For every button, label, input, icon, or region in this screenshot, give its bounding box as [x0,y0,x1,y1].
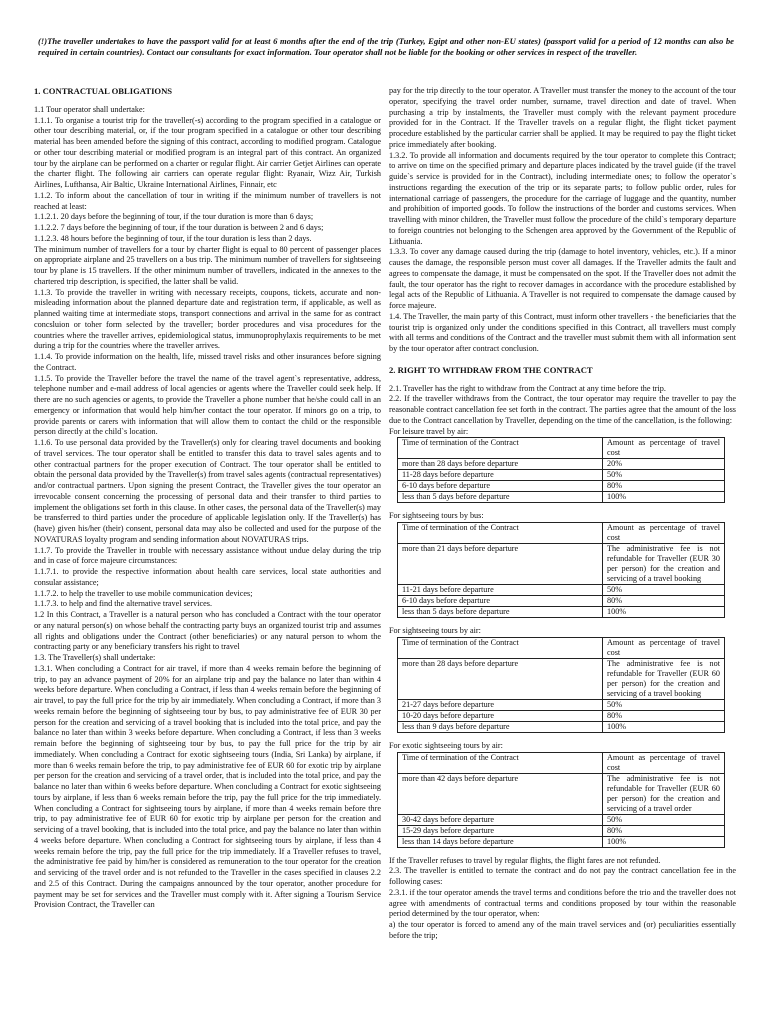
table-caption: For leisure travel by air: [389,426,469,436]
clause-paragraph: 1.1.5. To provide the Traveller before the travel the name of the travel agent`s representative, address, telephone number and e-mail address of local agencies or agents where the Traveller could seek help. If there are no such agencies or agents, to provide the Traveller a phone number that he/she could call in an emergency or information that would help him/her contact the tour operator. If minors go on a trip, to provide parents or carers with information that will allow them to contact the child or the responsible person directly at the child`s location. [34,373,381,437]
clause-paragraph: 1.3.1. When concluding a Contract for air travel, if more than 4 weeks remain before the beginning of trip, to pay an advance payment of 20% for an airplane trip and pay the balance no later than within 4 weeks before departure. When concluding a Contract, if less than 4 weeks remain before the beginning of air travel, to pay the full price for the trip by air immediately. When concluding a Contract, if more than 3 weeks remain before the beginning of sightseeing tour by bus, to pay administrative fee of EUR 30 per person for the creation and servicing of a travel booking that is included into the total price, and pay the balance no later than within 3 weeks before departure. When concluding a Contract, if less than 3 weeks remain before the beginning of sightseeing tour by bus, to pay the full price for the trip by air immediately. When concluding a Contract for exotic sightseeing tours (India, Sri Lanka) by airplane, if more than 6 weeks remain before the trip, to pay administrative fee of EUR 60 for exotic trip by airplane per person for the creation and servicing of a travel order, that is included into the total price, and pay the balance no later than within 6 weeks before departure. When concluding a Contract for exotic sightseeing tours by airplane, if less than 6 weeks remain before the trip, pay the full price for the trip immediately. When concluding a Contract for sightseeing tours by airplane, if more than 4 weeks remain before thre trip, to pay administrative fee of EUR 60 for exotic trip by airplane per person for the creation and servicing of a travel booking, that is included into the total price, and pay the balance no later than within 4 weeks before departure. When concluding a Contract for sightseeing tours by airplane, if less than 4 weeks remain before the trip, pay the full price for the trip immediately. If a Traveller refuses to travel, the administrative fee paid by him/her is considered as remuneration to the tour operator for the creation and servicing of the travel order and is not refunded to the Traveller in the cases specified in clauses 2.2 and 2.5 of this Contract. During the campaigns announced by the tour operator, another procedure for payment may be set for services and the Traveller must comply with it. After signing a Tourism Service Provision Contract, the Traveller can [34,663,381,910]
table-row [398,459,725,470]
table-header-cell: Time of termination of the Contract [398,438,603,459]
table-header-cell: Time of termination of the Contract [398,752,603,773]
clause-paragraph: 1.1 Tour operator shall undertake: [34,104,145,114]
cancellation-fee-table [397,522,725,618]
table-header-row [398,752,725,773]
table-header-cell: Amount as percentage of travel cost [603,637,725,658]
clause-paragraph: 1.1.2. To inform about the cancellation of tour in writing if the minimum number of travellers is not reached at least: [34,190,381,211]
clause-paragraph: 1.1.4. To provide information on the health, life, missed travel risks and other insurances before signing the Contract. [34,352,381,372]
table-row [398,658,725,699]
clause-paragraph: 1.2 In this Contract, a Traveller is a natural person who has concluded a Contract with the tour operator or any natural person(s) on whose behalf the contracting party buys an organized tourist trip and assumes all rights and obligations under the Contract (other beneficiaries) or any natural person to whom the contracting party or any beneficiary transfers his right to travel [34,610,381,652]
section-heading-contractual-obligations: 1. CONTRACTUAL OBLIGATIONS [34,86,173,96]
table-header-row [398,637,725,658]
table-cell: more than 28 days before departure [398,459,603,470]
two-column-body [34,86,736,942]
table-cell: less than 14 days before departure [398,836,603,847]
clause-paragraph: 1.1.7.2. to help the traveller to use mobile communication devices; [34,588,253,598]
cancellation-fee-table [397,752,725,848]
clause-paragraph: pay for the trip directly to the tour operator. A Traveller must transfer the money to the account of the tour operator, specifying the travel order number, surname, travel direction and date of travel. When purchasing a trip by instalments, the Traveller must comply with the relevant payment procedure provided for in the Contract. If the Traveller travels on a regular flight, the flight ticket payment procedure established by the particular carrier shall be applied. It may be required to pay the flight ticket price immediately after booking. [389,86,736,149]
table-row [398,607,725,618]
clause-paragraph: a) the tour operator is forced to amend any of the main travel services and (or) peculiarities essentially before the trip; [389,920,736,940]
section-heading-right-to-withdraw: 2. RIGHT TO WITHDRAW FROM THE CONTRACT [389,364,593,375]
clause-paragraph: 1.3.3. To cover any damage caused during the trip (damage to hotel inventory, vehicles, etc.). If a minor causes the damage, the responsible person must cover all damages. If the Traveller admits the fault and agrees to compensate the damage, it must be compensated on the spot. If the Traveller does not admit the fault, the tour operator has the right to recover damages in accordance with the procedure established by legal acts of the Republic of Lithuania. A Traveller is not required to compensate the damage caused by force majeure. [389,247,736,310]
table-cell: 11-21 days before departure [398,585,603,596]
table-cell: 10-20 days before departure [398,710,603,721]
table-cell: 80% [603,596,725,607]
table-cell: 80% [603,825,725,836]
table-cell: 80% [603,481,725,492]
table-cell: more than 21 days before departure [398,544,603,585]
withdraw-block [389,384,736,427]
clause-paragraph: 2.2. If the traveller withdraws from the Contract, the tour operator may require the traveller to pay the reasonable contract cancellation fee set forth in the contract. The parties agree that the amount of the loss due to the Contract cancellation by Traveller, depending on the time of the cancellation, is the following: [389,394,736,425]
table-cell: 6-10 days before departure [398,596,603,607]
table-row [398,825,725,836]
table-cell: more than 28 days before departure [398,658,603,699]
table-row [398,585,725,596]
table-cell: 30-42 days before departure [398,814,603,825]
left-column [34,86,381,942]
table-row [398,544,725,585]
clause-paragraph: 2.3.1. if the tour operator amends the travel terms and conditions before the trio and the traveller does not agree with amendments of contractual terms and conditions proposed by tour within the reasonable period determined by the tour operator, when: [389,887,736,919]
table-cell: 20% [603,459,725,470]
clause-paragraph: 1.1.1. To organise a tourist trip for the traveller(-s) according to the program specified in a catalogue or other tour describing material, or, if the tour program specified in a catalogue or other tour describing material has been amended before the signing of this contract, according to modified program. Catalogue or other tour describing material or modified program is an integral part of this contract. An organized tour by the airplane can be performed on a charter or regular flight. Air carrier Getjet Airlines can operate the charter flight. The following air carriers can operate regular flight: Ryanair, Wizz Air, Turkish Airlines, Lufthansa, Air Baltic, Ukraine International Airlines, Finnair, etc [34,115,381,189]
clause-paragraph: 1.1.7.1. to provide the respective information about health care services, local state authorities and consular assistance; [34,567,381,587]
clause-paragraph: 1.1.7. To provide the Traveller in trouble with necessary assistance without undue delay during the trip and in case of force majeure circumstances: [34,545,381,566]
table-cell: 100% [603,836,725,847]
table-row [398,721,725,732]
clause-paragraph: 1.1.2.1. 20 days before the beginning of tour, if the tour duration is more than 6 days; [34,212,314,222]
table-cell: The administrative fee is not refundable for Traveller (EUR 60 per person) for the creation and servicing of a travel booking [603,658,725,699]
cancellation-fee-table [397,637,725,733]
table-cell: The administrative fee is not refundable for Traveller (EUR 60 per person) for the creation and servicing of a travel order [603,773,725,814]
clause-paragraph: 1.3. The Traveller(s) shall undertake: [34,653,156,662]
right-intro-block [389,86,736,355]
table-row [398,492,725,503]
table-row [398,596,725,607]
clause-paragraph: 1.1.2.3. 48 hours before the beginning of tour, if the tour duration is less than 2 days. [34,233,312,243]
table-header-cell: Time of termination of the Contract [398,523,603,544]
table-cell: 21-27 days before departure [398,699,603,710]
table-cell: less than 5 days before departure [398,492,603,503]
table-header-cell: Amount as percentage of travel cost [603,438,725,459]
table-row [398,470,725,481]
clause-paragraph: 1.4. The Traveller, the main party of this Contract, must inform other travellers - the beneficiaries that the tourist trip is organized only under the conditions specified in this Contract, all travellers must comply with all terms and conditions of the Contract and the traveller must submit them with all information sent by the tour operator after contract conclusion. [389,311,736,353]
cancellation-fee-table [397,437,725,503]
clause-paragraph: 1.1.6. To use personal data provided by the Traveller(s) only for clearing travel documents and booking of travel services. The tour operator shall be entitled to transfer this data to travel sales agents and to other contractual partners for the proper execution of Contract. The tour operator shall be entitled to obtain the personal data provided by the Traveller(s) from travel sales agents (contractual representatives) and/or contractual partners. Upon signing the present Contract, the Traveller gives the tour operator an irrevocable consent concerning the processing of personal data and their transfer to third parties to implement the obligations set forth in this clause. In other cases, the personal data of the Traveller(s) may be transferred to third parties under the procedure of applicable legislation only. If the Traveller(s) has (have) given his/her (their) consent, personal data may also be collected and used for the purpose of the NOVATURAS loyalty program and sending information about NOVATURAS trips. [34,438,381,544]
clause-paragraph: The minimum number of travellers for a tour by charter flight is equal to 80 percent of passenger places on appropriate airplane and 25 travellers on a bus trip. The minimum number of travellers for sightseeing tour by plane is 15 travellers. If the other minimum number of travellers, indicated in the annexes to the chartered trip description, is specified, the latter shall be valid. [34,244,381,286]
table-row [398,814,725,825]
table-cell: 100% [603,492,725,503]
table-cell: 50% [603,814,725,825]
table-cell: 80% [603,710,725,721]
table-cell: 6-10 days before departure [398,481,603,492]
cancellation-tables [389,427,736,856]
table-header-cell: Amount as percentage of travel cost [603,523,725,544]
table-row [398,773,725,814]
table-header-cell: Amount as percentage of travel cost [603,752,725,773]
clause-paragraph: 2.3. The traveller is entitled to ternate the contract and do not pay the contract cancellation fee in the following cases: [389,866,736,886]
table-caption: For exotic sightseeing tours by air: [389,740,503,750]
table-cell: 100% [603,721,725,732]
table-row [398,836,725,847]
clause-paragraph: 1.1.3. To provide the traveller in writing with necessary receipts, coupons, tickets, accurate and non-misleading information about the planned departure date and registration term, if applicable, as well as planned waiting time at intermediate stops, transport connections and arrival in the same for as contract concsluion or toher form selected by the traveller; border procedures and visa procedures for the countries where the traveller arrives, epidemiological status, immunoprophylaxis requirements to be met during a trip for the countries where the traveller arrives. [34,287,381,351]
table-header-row [398,438,725,459]
table-cell: more than 42 days before departure [398,773,603,814]
clause-paragraph: 2.1. Traveller has the right to withdraw from the Contract at any time before the trip. [389,383,666,393]
table-cell: The administrative fee is not refundable for Traveller (EUR 30 per person) for the creation and servicing of a travel booking [603,544,725,585]
table-cell: 50% [603,470,725,481]
table-row [398,699,725,710]
table-cell: 50% [603,585,725,596]
table-cell: 15-29 days before departure [398,825,603,836]
table-cell: 11-28 days before departure [398,470,603,481]
table-row [398,481,725,492]
table-cell: less than 5 days before departure [398,607,603,618]
table-header-row [398,523,725,544]
table-cell: 100% [603,607,725,618]
passport-notice: (!)The traveller undertakes to have the passport valid for at least 6 months after the end of the trip (Turkey, Egipt and other non-EU states) (passport valid for a period of 12 months can also be required in certain countries). Contact our consultants for exact information. Tour operator shall not be liable for the booking or other services in respect of the traveller. [38,36,734,58]
clause-paragraph: If the Traveller refuses to travel by regular flights, the flight fares are not refunded. [389,855,661,865]
clause-paragraph: 1.3.2. To provide all information and documents required by the tour operator to complete this Contract; to arrive on time on the specified primary and departure places indicated by the travel guide (if the travel guide`s service is provided for in the Contract), including intermediate ones; to follow the operator`s instructions regarding the execution of the trip or its separate parts; to follow public order, rules for international carriage of passengers, the procedure for the carriage of luggage and the quantity, number and prohibition of imported goods. To follow the instructions of the border and customs services. When travelling with minor children, the Traveller must follow the procedure of the child`s temporary departure to foreign countries not belonging to the Schengen area approved by the Government of the Republic of Lithuania. [389,150,736,246]
table-header-cell: Time of termination of the Contract [398,637,603,658]
table-caption: For sightseeing tours by air: [389,626,481,635]
right-column [389,86,736,942]
clause-paragraph: 1.1.7.3. to help and find the alternative travel services. [34,599,213,609]
clause-paragraph: 1.1.2.2. 7 days before the beginning of tour, if the tour duration is between 2 and 6 days; [34,223,324,232]
table-caption: For sightseeing tours by bus: [389,511,484,521]
table-cell: 50% [603,699,725,710]
table-cell: less than 9 days before departure [398,721,603,732]
table-row [398,710,725,721]
closing-block [389,856,736,942]
